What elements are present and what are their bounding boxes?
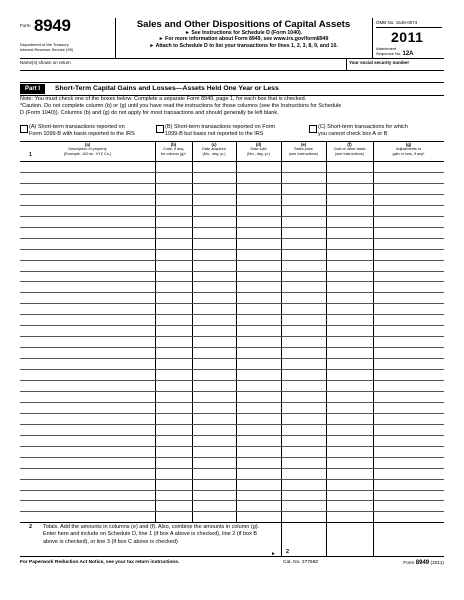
table-row[interactable] [20, 347, 444, 348]
totals-text: Totals. Add the amounts in columns (e) and (f). Also, combine the amounts in column (g). Enter here and include on Schedule D, line 1 (if box A above is checked), line 2 (if box B above is checked), or line 3 (if box C above is checked) [43, 524, 260, 545]
table-row[interactable] [20, 490, 444, 491]
note-block [20, 96, 444, 117]
footer-form-word: Form [403, 561, 415, 566]
column-letter: (d) [255, 142, 262, 147]
column-header [281, 143, 326, 156]
column-header [236, 143, 281, 156]
table-row[interactable] [20, 358, 444, 359]
paperwork-notice: For Paperwork Reduction Act Notice, see your tax return instructions. [20, 560, 180, 565]
transactions-table [20, 141, 444, 523]
column-letter: (f) [347, 142, 352, 147]
part-heading [20, 82, 444, 96]
column-divider [155, 142, 156, 522]
form-title-block [116, 18, 371, 58]
dept-line1: Department of the Treasury [20, 42, 69, 47]
totals-line-ref: 2 [286, 549, 290, 555]
note-line-2: *Caution. Do not complete column (b) or (g) until you have read the instructions for those columns (see the Instructions for Schedule [20, 103, 342, 110]
table-row[interactable] [20, 249, 444, 250]
dept-line2: Internal Revenue Service (99) [20, 47, 74, 52]
totals-divider [326, 522, 327, 556]
instruction-line-3: ► Attach to Schedule D to list your transactions for lines 1, 2, 3, 8, 9, and 10. [149, 42, 338, 49]
column-title: Date sold [250, 147, 267, 152]
checkbox-a-text1: (A) Short-term transactions reported on [29, 124, 125, 130]
sequence-number: 12A [402, 51, 414, 57]
table-row[interactable] [20, 216, 444, 217]
checkbox-a-label [29, 124, 135, 138]
form-label: Form [20, 23, 31, 28]
column-subtitle: gain or loss, if any* [392, 151, 425, 156]
name-row [20, 59, 444, 71]
column-letter: (b) [170, 142, 177, 147]
tax-year: 2011 [391, 29, 424, 45]
table-row[interactable] [20, 511, 444, 512]
table-row[interactable] [20, 468, 444, 469]
column-subtitle: (see instructions) [289, 151, 318, 156]
column-header [192, 143, 236, 156]
table-row[interactable] [20, 205, 444, 206]
checkbox-c-text1: (C) Short-term transactions for which [318, 124, 408, 130]
checkbox-b-label [165, 124, 275, 138]
table-row[interactable] [20, 238, 444, 239]
table-row[interactable] [20, 336, 444, 337]
line-1-label: 1 [29, 152, 32, 158]
part-badge: Part I [20, 84, 45, 94]
name-label[interactable]: Name(s) shown on return [20, 60, 71, 65]
checkbox-c-label [318, 124, 408, 138]
part-title: Short-Term Capital Gains and Losses—Assets Held One Year or Less [55, 85, 279, 92]
table-row[interactable] [20, 369, 444, 370]
totals-divider [281, 522, 282, 556]
table-row[interactable] [20, 260, 444, 261]
attachment-sequence [376, 46, 414, 57]
omb-block [372, 18, 445, 58]
column-letter: (e) [300, 142, 307, 147]
omb-number: OMB No. 1545-0074 [376, 20, 442, 28]
column-subtitle: (Mo., day, yr.) [202, 151, 226, 156]
form-footer [20, 558, 444, 568]
note-line-3: D (Form 1040)). Columns (b) and (g) do not apply for most transactions and should generally be left blank. [20, 110, 279, 117]
table-row[interactable] [20, 413, 444, 414]
column-title: Sales price [294, 147, 313, 152]
column-divider [236, 142, 237, 522]
table-row[interactable] [20, 292, 444, 293]
note-line-1: Note: You must check one of the boxes below. Complete a separate Form 8949, page 1, for each box that is checked. [20, 96, 307, 102]
table-row[interactable] [20, 391, 444, 392]
column-title: Adjustments to [395, 147, 422, 152]
column-letter: (a) [84, 142, 91, 147]
table-row[interactable] [20, 380, 444, 381]
table-row[interactable] [20, 435, 444, 436]
footer-form-id [403, 560, 444, 566]
column-subtitle: (see instructions) [335, 151, 364, 156]
checkbox-row [20, 124, 444, 141]
column-subtitle: (Example: 100 sh. XYZ Co.) [63, 151, 112, 156]
table-row[interactable] [20, 402, 444, 403]
table-row[interactable] [20, 227, 444, 228]
column-header [20, 143, 155, 156]
form-title: Sales and Other Dispositions of Capital Assets [136, 19, 351, 30]
attachment-label: Attachment [376, 46, 397, 51]
checkbox-a-text2: Form 1099-B with basis reported to the IRS [29, 131, 135, 138]
checkbox-c-text2: you cannot check box A or B [318, 131, 388, 138]
table-row[interactable] [20, 424, 444, 425]
column-title: Date acquired [202, 147, 226, 152]
footer-year: (2011) [430, 561, 444, 566]
checkbox-c[interactable] [309, 125, 317, 133]
column-subtitle: for column (g)* [161, 151, 186, 156]
arrow-icon: ► [271, 551, 276, 557]
table-row[interactable] [20, 446, 444, 447]
table-row[interactable] [20, 303, 444, 304]
table-header-divider [20, 161, 444, 162]
footer-form-number: 8949 [415, 560, 430, 566]
form-id-block [20, 18, 116, 58]
column-title: Description of property [68, 147, 107, 152]
table-row[interactable] [20, 479, 444, 480]
column-divider [373, 142, 374, 522]
column-divider [281, 142, 282, 522]
instruction-line-2: ► For more information about Form 8949, see www.irs.gov/form8949 [158, 36, 329, 43]
checkbox-b[interactable] [156, 125, 164, 133]
checkbox-a[interactable] [20, 125, 28, 133]
checkbox-b-text2: 1099-B but basis not reported to the IRS [165, 131, 264, 138]
column-letter: (c) [211, 142, 217, 147]
table-row[interactable] [20, 281, 444, 282]
column-header [155, 143, 192, 156]
ssn-label[interactable]: Your social security number [346, 59, 409, 70]
table-row[interactable] [20, 271, 444, 272]
instruction-line-1: ► See Instructions for Schedule D (Form 1040). [184, 30, 303, 36]
table-row[interactable] [20, 325, 444, 326]
catalog-number: Cat. No. 37768Z [283, 560, 319, 565]
table-row[interactable] [20, 194, 444, 195]
column-title: Cost or other basis [333, 147, 366, 152]
table-row[interactable] [20, 172, 444, 173]
totals-row [20, 522, 444, 557]
form-header [20, 18, 444, 59]
totals-line-number: 2 [29, 524, 33, 530]
form-number: 8949 [34, 16, 71, 35]
column-header [326, 143, 373, 156]
table-row[interactable] [20, 314, 444, 315]
sequence-label: Sequence No. [376, 51, 402, 56]
table-row[interactable] [20, 500, 444, 501]
table-row[interactable] [20, 183, 444, 184]
column-divider [192, 142, 193, 522]
table-row[interactable] [20, 457, 444, 458]
column-title: Code, if any, [162, 147, 185, 152]
totals-divider [373, 522, 374, 556]
checkbox-b-text1: (B) Short-term transactions reported on Form [165, 124, 276, 130]
column-subtitle: (Mo., day, yr.) [247, 151, 270, 156]
column-header [373, 143, 444, 156]
column-divider [326, 142, 327, 522]
column-letter: (g) [405, 142, 412, 147]
